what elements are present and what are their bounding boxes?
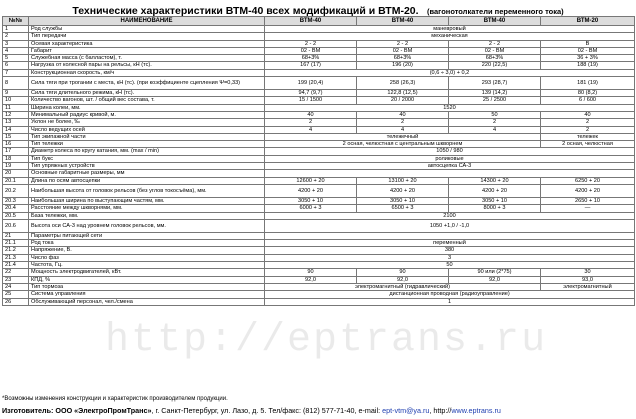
row-name: Ширина колеи, мм. (29, 104, 265, 111)
table-row (3, 141, 635, 148)
row-value-merged: электромагнитный (гидравлический) (265, 283, 541, 290)
row-name: База тележки, мм. (29, 212, 265, 219)
row-value: 6000 + 3 (265, 205, 357, 212)
title-main: Технические характеристики ВТМ-40 всех модификаций и ВТМ-20. (72, 5, 419, 17)
table-row (3, 247, 635, 254)
row-value: 90 (357, 269, 449, 276)
row-name: Основные габаритные размеры, мм (29, 170, 265, 177)
row-value: 02 - ВМ (357, 47, 449, 54)
row-value: 02 - ВМ (265, 47, 357, 54)
row-number: 21.1 (3, 240, 29, 247)
row-value: 2 - 2 (357, 40, 449, 47)
row-number: 1 (3, 26, 29, 33)
row-name: Длина по осям автосцепки (29, 177, 265, 184)
row-value: 92,0 (357, 276, 449, 283)
footnote: *Возможны изменения конструкции и характеристик производителем продукции. (2, 396, 228, 402)
row-number: 21.2 (3, 247, 29, 254)
row-value-merged: 2 осная, челюстная с центральным шкворнем (265, 141, 541, 148)
row-value-merged: (0,6 ÷ 3,0) + 0,2 (265, 69, 635, 76)
row-value: 2 (449, 119, 541, 126)
row-number: 20.4 (3, 205, 29, 212)
row-name: Количество вагонов, шт. / общий вес состава, т. (29, 97, 265, 104)
row-name: Тип упряжных устройств (29, 163, 265, 170)
row-value: 2 (357, 119, 449, 126)
table-row (3, 170, 635, 177)
row-number: 12 (3, 111, 29, 118)
row-value: 94,7 (9,7) (265, 90, 357, 97)
row-name: Число фаз (29, 254, 265, 261)
row-number: 21.3 (3, 254, 29, 261)
row-value: 293 (28,7) (449, 77, 541, 90)
spec-table-body (3, 26, 635, 306)
row-value: 4 (449, 126, 541, 133)
table-row (3, 298, 635, 305)
row-number: 17 (3, 148, 29, 155)
row-value: 6 / 600 (541, 97, 635, 104)
table-row (3, 133, 635, 140)
row-name: Наибольшая высота от головок рельсов (без углов токосъёма), мм. (29, 184, 265, 197)
row-value: 12600 + 20 (265, 177, 357, 184)
row-number: 20 (3, 170, 29, 177)
row-value-merged: 1050 / 980 (265, 148, 635, 155)
table-row (3, 232, 635, 239)
row-number: 20.1 (3, 177, 29, 184)
row-value: 20 / 2000 (357, 97, 449, 104)
table-row (3, 126, 635, 133)
row-value-merged: 1520 (265, 104, 635, 111)
row-value: В (541, 40, 635, 47)
row-number: 2 (3, 33, 29, 40)
row-value: 139 (14,2) (449, 90, 541, 97)
row-value: — (541, 205, 635, 212)
table-row (3, 205, 635, 212)
row-name: Род службы (29, 26, 265, 33)
row-number: 24 (3, 283, 29, 290)
row-value: 122,8 (12,5) (357, 90, 449, 97)
row-value-merged: дистанционная проводная (радиоуправление) (265, 291, 635, 298)
row-number: 9 (3, 90, 29, 97)
row-name: Частота, Гц. (29, 262, 265, 269)
row-name: Сила тяги длительного режима, кН (тс). (29, 90, 265, 97)
row-value: 2 (541, 119, 635, 126)
row-number: 4 (3, 47, 29, 54)
row-value: 90 или (2*75) (449, 269, 541, 276)
row-number: 23 (3, 276, 29, 283)
header-vtm40-c: ВТМ-40 (449, 17, 541, 26)
table-row (3, 240, 635, 247)
row-value: 02 - ВМ (449, 47, 541, 54)
row-name: Тип букс (29, 155, 265, 162)
table-row (3, 55, 635, 62)
row-value: 4200 + 20 (357, 184, 449, 197)
table-row (3, 177, 635, 184)
row-value-merged: переменный (265, 240, 635, 247)
row-name: Тип тормоза (29, 283, 265, 290)
row-number: 5 (3, 55, 29, 62)
row-value: 167 (17) (265, 62, 357, 69)
row-number: 19 (3, 163, 29, 170)
manufacturer-site-link[interactable]: www.eptrans.ru (451, 406, 501, 415)
row-value-merged: тележечный (265, 133, 541, 140)
header-vtm40-b: ВТМ-40 (357, 17, 449, 26)
row-number: 20.6 (3, 219, 29, 232)
row-name: Система управления (29, 291, 265, 298)
row-value: 50 (449, 111, 541, 118)
row-value: 181 (19) (541, 77, 635, 90)
row-value: 92,0 (449, 276, 541, 283)
row-value: 6250 + 20 (541, 177, 635, 184)
table-row (3, 62, 635, 69)
row-value: 93,0 (541, 276, 635, 283)
row-number: 26 (3, 298, 29, 305)
row-name: Наибольшая ширина по выступающим частям, мм. (29, 197, 265, 204)
header-name: НАИМЕНОВАНИЕ (29, 17, 265, 26)
row-value: 13100 + 20 (357, 177, 449, 184)
table-row (3, 90, 635, 97)
row-value: 25 / 2500 (449, 97, 541, 104)
table-row (3, 119, 635, 126)
row-value-merged: роликовые (265, 155, 635, 162)
row-number: 13 (3, 119, 29, 126)
table-row (3, 269, 635, 276)
row-name: Расстояние между шкворнями, мм. (29, 205, 265, 212)
row-value: 4200 + 20 (449, 184, 541, 197)
row-number: 8 (3, 77, 29, 90)
table-row (3, 262, 635, 269)
row-name: Нагрузка от колесной пары на рельсы, кН (тс). (29, 62, 265, 69)
table-row (3, 155, 635, 162)
row-number: 14 (3, 126, 29, 133)
table-header-row (3, 17, 635, 26)
row-value: 8000 + 3 (449, 205, 541, 212)
row-value: 3050 + 10 (265, 197, 357, 204)
table-row (3, 163, 635, 170)
row-value: 40 (541, 111, 635, 118)
row-number: 20.3 (3, 197, 29, 204)
row-value: 3050 + 10 (357, 197, 449, 204)
row-number: 18 (3, 155, 29, 162)
row-number: 20.2 (3, 184, 29, 197)
table-row (3, 184, 635, 197)
row-number: 20.5 (3, 212, 29, 219)
row-number: 10 (3, 97, 29, 104)
header-vtm20: ВТМ-20 (541, 17, 635, 26)
watermark: http://eptrans.ru (105, 318, 548, 363)
row-name: Тип тележки (29, 141, 265, 148)
table-row (3, 148, 635, 155)
table-row (3, 254, 635, 261)
row-value-merged: 3 (265, 254, 635, 261)
row-name: Обслуживающий персонал, чел./смена (29, 298, 265, 305)
row-value: 68+3% (357, 55, 449, 62)
row-name: Служебная масса (с балластом), т. (29, 55, 265, 62)
row-value: 4 (265, 126, 357, 133)
row-value: 80 (8,2) (541, 90, 635, 97)
table-row (3, 111, 635, 118)
row-value: 40 (357, 111, 449, 118)
table-row (3, 33, 635, 40)
row-name: Число ведущих осей (29, 126, 265, 133)
row-name: Род тока (29, 240, 265, 247)
row-number: 11 (3, 104, 29, 111)
manufacturer-line (2, 406, 501, 415)
row-name: КПД, % (29, 276, 265, 283)
table-row (3, 47, 635, 54)
spec-table (2, 16, 635, 306)
row-number: 7 (3, 69, 29, 76)
row-value-merged: механическая (265, 33, 635, 40)
row-value: 188 (19) (541, 62, 635, 69)
table-row (3, 276, 635, 283)
manufacturer-name: ООО «ЭлектроПромТранс» (55, 406, 152, 415)
row-value: 68+3% (265, 55, 357, 62)
row-number: 3 (3, 40, 29, 47)
row-value-merged: автосцепка СА-3 (265, 163, 635, 170)
row-value: 14300 + 20 (449, 177, 541, 184)
row-name: Напряжение, В. (29, 247, 265, 254)
row-value-merged: 1050 +1,0 / -1,0 (265, 219, 635, 232)
row-value: 2 (541, 126, 635, 133)
row-number: 22 (3, 269, 29, 276)
row-number: 21.4 (3, 262, 29, 269)
row-value: 220 (22,5) (449, 62, 541, 69)
table-row (3, 97, 635, 104)
row-value: 2 - 2 (265, 40, 357, 47)
table-row (3, 77, 635, 90)
title-note: (вагонотолкатели переменного тока) (427, 7, 564, 16)
row-value: 2 - 2 (449, 40, 541, 47)
header-number: №№ (3, 17, 29, 26)
row-value-merged (265, 232, 635, 239)
row-value: 30 (541, 269, 635, 276)
table-row (3, 26, 635, 33)
table-row (3, 212, 635, 219)
row-value-merged: 50 (265, 262, 635, 269)
row-value: 40 (265, 111, 357, 118)
row-number: 15 (3, 133, 29, 140)
table-row (3, 197, 635, 204)
row-name: Осевая характеристика (29, 40, 265, 47)
row-name: Уклон не более, ‰ (29, 119, 265, 126)
row-value: 2650 + 10 (541, 197, 635, 204)
row-value-merged: 1 (265, 298, 635, 305)
row-name: Габарит (29, 47, 265, 54)
row-value-merged: 2100 (265, 212, 635, 219)
table-row (3, 219, 635, 232)
row-value: 4200 + 20 (265, 184, 357, 197)
row-value: 02 - ВМ (541, 47, 635, 54)
row-number: 25 (3, 291, 29, 298)
table-row (3, 291, 635, 298)
row-value: 2 осная, челюстная (541, 141, 635, 148)
table-row (3, 40, 635, 47)
row-name: Конструкционная скорость, км/ч (29, 69, 265, 76)
table-row (3, 69, 635, 76)
row-name: Высота оси СА-3 над уровнем головок рельсов, мм. (29, 219, 265, 232)
row-value: 90 (265, 269, 357, 276)
row-value: электромагнитный (541, 283, 635, 290)
row-value: 199 (20,4) (265, 77, 357, 90)
row-value: 4200 + 20 (541, 184, 635, 197)
row-value: 4 (357, 126, 449, 133)
row-value: тележек (541, 133, 635, 140)
row-name: Тип экипажной части (29, 133, 265, 140)
row-value: 36 + 3% (541, 55, 635, 62)
table-row (3, 283, 635, 290)
row-value: 92,0 (265, 276, 357, 283)
row-value: 68+3% (449, 55, 541, 62)
manufacturer-email-link[interactable]: ept-vtm@ya.ru (382, 406, 430, 415)
row-name: Тип передачи (29, 33, 265, 40)
row-value-merged (265, 170, 635, 177)
row-value: 6500 + 3 (357, 205, 449, 212)
row-number: 21 (3, 232, 29, 239)
header-vtm40-a: ВТМ-40 (265, 17, 357, 26)
manufacturer-address: , г. Санкт-Петербург, ул. Лазо, д. 5. Тел/факс: (812) 577-71-40, e-mail: (151, 406, 381, 415)
row-name: Диаметр колеса по кругу катания, мм. (max / min) (29, 148, 265, 155)
row-number: 16 (3, 141, 29, 148)
manufacturer-site-prefix: , http:// (429, 406, 452, 415)
row-name: Мощность электродвигателей, кВт. (29, 269, 265, 276)
row-number: 6 (3, 62, 29, 69)
row-name: Сила тяги при трогании с места, кН (тс). (при коэффициенте сцепления Ψ=0,33) (29, 77, 265, 90)
row-value: 258 (26,3) (357, 77, 449, 90)
row-value: 2 (265, 119, 357, 126)
row-value-merged: 380 (265, 247, 635, 254)
table-row (3, 104, 635, 111)
row-value: 3050 + 10 (449, 197, 541, 204)
manufacturer-label: Изготовитель: (2, 406, 54, 415)
row-value: 15 / 1500 (265, 97, 357, 104)
row-name: Минимальный радиус кривой, м. (29, 111, 265, 118)
row-value: 196 (20) (357, 62, 449, 69)
row-value-merged: маневровый (265, 26, 635, 33)
row-name: Параметры питающей сети (29, 232, 265, 239)
